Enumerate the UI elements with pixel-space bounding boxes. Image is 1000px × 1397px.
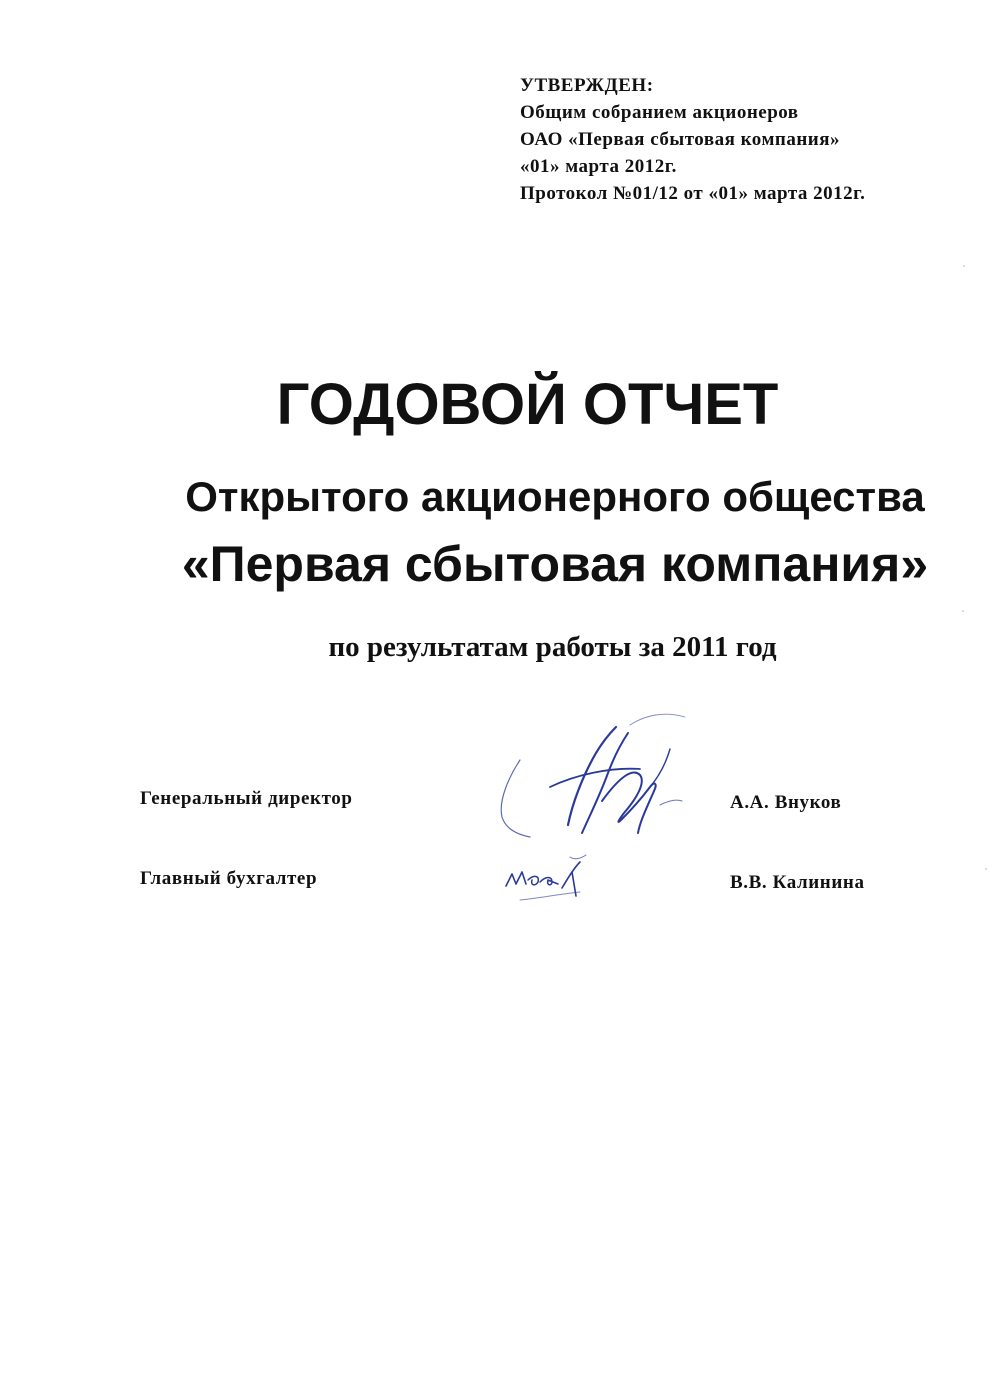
approval-heading: УТВЕРЖДЕН:: [520, 75, 654, 96]
approval-company-line: ОАО «Первая сбытовая компания»: [520, 129, 841, 150]
director-handwritten-signature: [490, 705, 710, 865]
accountant-handwritten-signature: [500, 852, 600, 907]
accountant-name: В.В. Калинина: [730, 872, 865, 893]
organization-type: Открытого акционерного общества: [185, 473, 925, 520]
approval-block: [520, 72, 980, 207]
approval-body-line: Общим собранием акционеров: [520, 102, 799, 123]
document-title: ГОДОВОЙ ОТЧЕТ: [276, 372, 779, 437]
director-name: А.А. Внуков: [730, 792, 842, 813]
organization-name: «Первая сбытовая компания»: [181, 536, 929, 592]
scan-speck: [963, 265, 965, 267]
scan-speck: [962, 610, 964, 612]
accountant-role-label: Главный бухгалтер: [140, 868, 318, 889]
approval-date-line: «01» марта 2012г.: [520, 156, 677, 177]
approval-protocol-line: Протокол №01/12 от «01» марта 2012г.: [520, 183, 866, 204]
scan-speck: [985, 868, 987, 870]
director-role-label: Генеральный директор: [140, 788, 353, 809]
report-period: по результатам работы за 2011 год: [328, 631, 777, 663]
